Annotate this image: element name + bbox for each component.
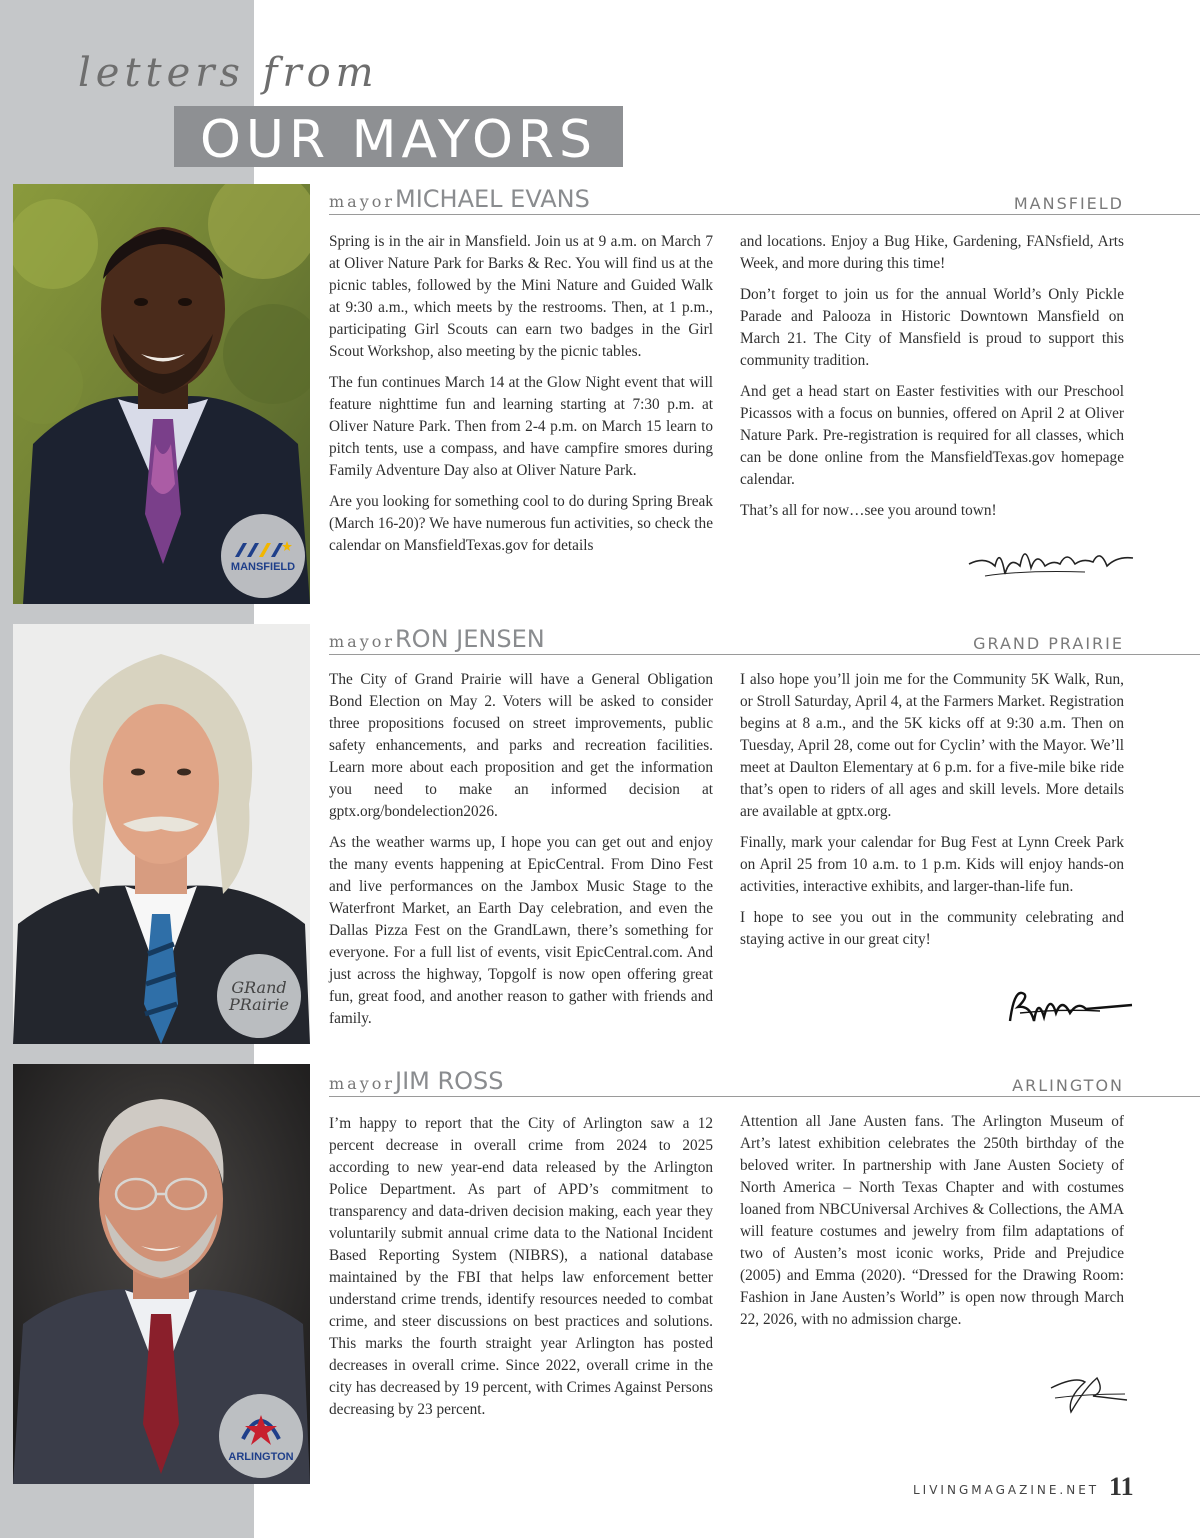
paragraph: The fun continues March 14 at the Glow Night event that will feature nighttime fun and learning starting at 7:30 p.m. at Oliver Nature Park. Then from 2-4 p.m. on March 15 learn to pitch tents, use a compass, and have campfire smores during Family Adventure Day also at Oliver Nature Park. (329, 374, 713, 479)
paragraph: I’m happy to report that the City of Arlington saw a 12 percent decrease in overall crime from 2024 to 2025 according to new year-end data released by the Arlington Police Department. As part of APD’s commitment to transparency and data-driven decision making, each year they voluntarily submit annual crime data to the National Incident Based Reporting System (NIBRS), a national database maintained by the FBI that helps law enforcement better understand crime trends, identify resources needed to combat crime, and steer discussions on best practices and solutions. This marks the fourth straight year Arlington has posted decreases in overall crime. Since 2022, overall crime in the city has decreased by 19 percent, with Crimes Against Persons decreasing by 23 percent. (329, 1115, 713, 1418)
mayor-name: MICHAEL EVANS (395, 185, 590, 213)
mayor-evans-photo (13, 184, 310, 604)
mansfield-logo-badge (221, 514, 305, 598)
paragraph: Spring is in the air in Mansfield. Join us at 9 a.m. on March 7 at Oliver Nature Park for Barks & Rec. You will find us at the picnic tables, followed by the Mini Nature and Guided Walk at 9:30 a.m., which meets by the restrooms. Then, at 1 p.m., participating Girl Scouts can earn two badges in the Girl Scout Workshop, also meeting by the picnic tables. (329, 233, 713, 360)
mayor-name: RON JENSEN (395, 625, 545, 653)
paragraph: Are you looking for something cool to do during Spring Break (March 16-20)? We have numerous fun activities, so check the calendar on MansfieldTexas.gov for details (329, 493, 713, 554)
paragraph: The City of Grand Prairie will have a General Obligation Bond Election on May 2. Voters will be asked to consider three propositions focused on street improvements, public safety enhancements, and parks and recreation facilities. Learn more about each proposition and get the information you need to make an informed decision at gptx.org/bondelection2026. (329, 671, 713, 820)
letter-column-left (329, 1113, 713, 1430)
mansfield-logo-text: MANSFIELD (230, 561, 296, 573)
mayor-name: JIM ROSS (395, 1067, 504, 1095)
city-name: ARLINGTON (1012, 1076, 1124, 1095)
page-number: 11 (1109, 1472, 1134, 1501)
letter-column-right (740, 669, 1124, 960)
section-header-grand-prairie (329, 624, 1200, 655)
footer-website: LIVINGMAGAZINE.NET (913, 1483, 1100, 1497)
paragraph: Finally, mark your calendar for Bug Fest at Lynn Creek Park on April 25 from 10 a.m. to 1 p.m. Kids will enjoy hands-on activities, interactive exhibits, and larger-than-life fun. (740, 834, 1124, 895)
paragraph: and locations. Enjoy a Bug Hike, Gardening, FANsfield, Arts Week, and more during this time! (740, 233, 1124, 272)
grand-prairie-logo-text: GRand PRairie (228, 978, 290, 1014)
mayor-ross-photo (13, 1064, 310, 1484)
signature-ross (1045, 1368, 1135, 1416)
page-title: OUR MAYORS (199, 110, 598, 170)
signature-evans (965, 536, 1140, 586)
mayor-prefix: mayor (329, 1074, 396, 1093)
paragraph: I also hope you’ll join me for the Community 5K Walk, Run, or Stroll Saturday, April 4, at the Farmers Market. Registration begins at 8 a.m., and the 5K kicks off at 9:30 a.m. Then on Tuesday, April 28, come out for Cyclin’ with the Mayor. We’ll meet at Daulton Elementary at 6 p.m. for a five-mile bike ride that’s open to riders of all ages and skill levels. More details are available at gptx.org. (740, 671, 1124, 820)
city-name: MANSFIELD (1013, 194, 1124, 213)
mansfield-logo-icon (233, 539, 293, 559)
grand-prairie-logo-badge (217, 954, 301, 1038)
paragraph: That’s all for now…see you around town! (740, 502, 997, 519)
page-title-box (174, 106, 623, 170)
letter-column-left (329, 669, 713, 1039)
letter-column-right (740, 1111, 1124, 1340)
mayor-prefix: mayor (329, 632, 396, 651)
paragraph: Don’t forget to join us for the annual World’s Only Pickle Parade and Palooza in Historic Downtown Mansfield on March 21. The City of Mansfield is proud to support this community tradition. (740, 286, 1124, 369)
page-kicker: letters from (78, 50, 379, 96)
arlington-star-icon (239, 1409, 283, 1449)
arlington-logo-badge (219, 1394, 303, 1478)
section-header-arlington (329, 1066, 1200, 1097)
city-name: GRAND PRAIRIE (973, 634, 1124, 653)
paragraph: As the weather warms up, I hope you can get out and enjoy the many events happening at EpicCentral. From Dino Fest and live performances on the Jambox Music Stage to the Waterfront Market, an Earth Day celebration, and even the Dallas Pizza Fest on the GrandLawn, there’s something for everyone. For a full list of events, visit EpicCentral.com. And just across the highway, Topgolf is now open offering great fun, great food, and another reason to gather with friends and family. (329, 834, 713, 1027)
paragraph: I hope to see you out in the community celebrating and staying active in our great city! (740, 909, 1124, 948)
mayor-prefix: mayor (329, 192, 396, 211)
section-header-mansfield (329, 184, 1200, 215)
signature-jensen (1000, 983, 1140, 1028)
mayor-jensen-photo (13, 624, 310, 1044)
letter-column-left (329, 231, 713, 566)
paragraph: Attention all Jane Austen fans. The Arlington Museum of Art’s latest exhibition celebrates the 250th birthday of the beloved writer. In partnership with Jane Austen Society of North America – North Texas Chapter and with costumes loaned from NBCUniversal Archives & Collections, the AMA will feature costumes and jewelry from film adaptations of two of Austen’s most iconic works, Pride and Prejudice (2005) and Emma (2020). “Dressed for the Drawing Room: Fashion in Jane Austen’s World” is open now through March 22, 2026, with no admission charge. (740, 1113, 1124, 1328)
paragraph: And get a head start on Easter festivities with our Preschool Picassos with a focus on bunnies, offered on April 2 at Oliver Nature Park. Pre-registration is required for all classes, which can be done online from the MansfieldTexas.gov homepage calendar. (740, 383, 1124, 488)
letter-column-right (740, 231, 1124, 531)
arlington-logo-text: ARLINGTON (228, 1451, 294, 1463)
